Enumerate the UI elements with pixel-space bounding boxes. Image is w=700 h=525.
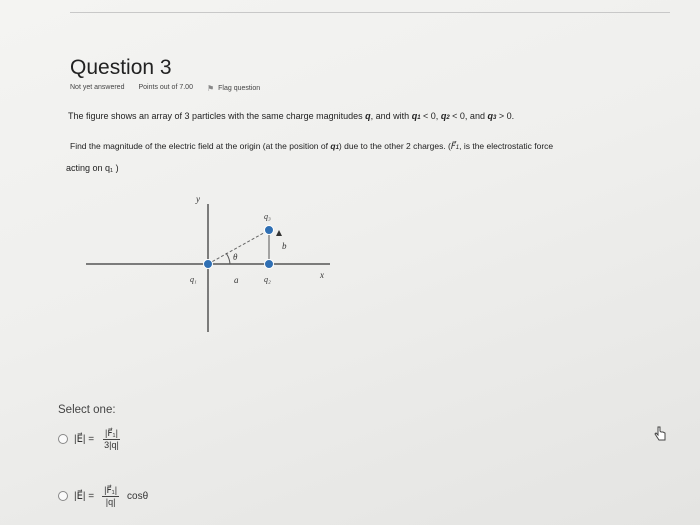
flag-question-link[interactable] xyxy=(207,84,260,93)
q3-label: q₃ xyxy=(264,212,271,221)
q1-label: q₁ xyxy=(190,275,197,284)
q1-charge xyxy=(204,260,213,269)
answer-status: Not yet answered xyxy=(70,84,125,91)
option-fraction: $\frac{\text{|F⃗₁|}}{3|q|}$ xyxy=(104,428,119,450)
q2-charge xyxy=(265,260,274,269)
theta-arc xyxy=(226,253,230,264)
radio-button[interactable] xyxy=(58,491,68,501)
charge-diagram xyxy=(80,190,340,340)
theta-label: θ xyxy=(233,252,238,262)
question-statement: The figure shows an array of 3 particles with the same charge magnitudes q, and with q1 < 0, q2 < 0, and q3 > 0. xyxy=(68,111,515,121)
q2-label: q₂ xyxy=(264,275,271,284)
flag-icon: ⚑ xyxy=(206,84,215,93)
y-axis-label: y xyxy=(196,194,200,204)
q3-charge xyxy=(265,226,274,235)
question-meta xyxy=(70,84,260,93)
option-lhs: |E⃗| = xyxy=(74,433,95,445)
flag-question-label: Flag question xyxy=(218,85,261,92)
b-label: b xyxy=(282,241,287,251)
a-label: a xyxy=(234,275,239,285)
question-prompt: Find the magnitude of the electric field at the origin (at the position of q1) due to the other 2 charges. (F⃗1, is the electrostatic force xyxy=(70,141,554,151)
q3-arrow xyxy=(276,230,282,236)
mouse-cursor-icon xyxy=(653,426,667,442)
question-prompt-continued: acting on q₁ ) xyxy=(66,163,119,173)
top-divider xyxy=(70,12,670,13)
answer-option-1[interactable] xyxy=(58,428,123,450)
option-suffix: cosθ xyxy=(127,490,149,502)
option-fraction: $\frac{\text{|F⃗₁|}}{|q|}$ xyxy=(104,485,118,507)
option-lhs: |E⃗| = xyxy=(74,490,95,502)
radio-button[interactable] xyxy=(58,434,68,444)
select-one-label: Select one: xyxy=(58,404,116,416)
q1-q3-dashed-line xyxy=(208,230,269,264)
answer-option-2[interactable] xyxy=(58,485,148,507)
x-axis-label: x xyxy=(320,270,324,280)
points-info: Points out of 7.00 xyxy=(138,84,193,91)
question-title: Question 3 xyxy=(70,56,172,79)
